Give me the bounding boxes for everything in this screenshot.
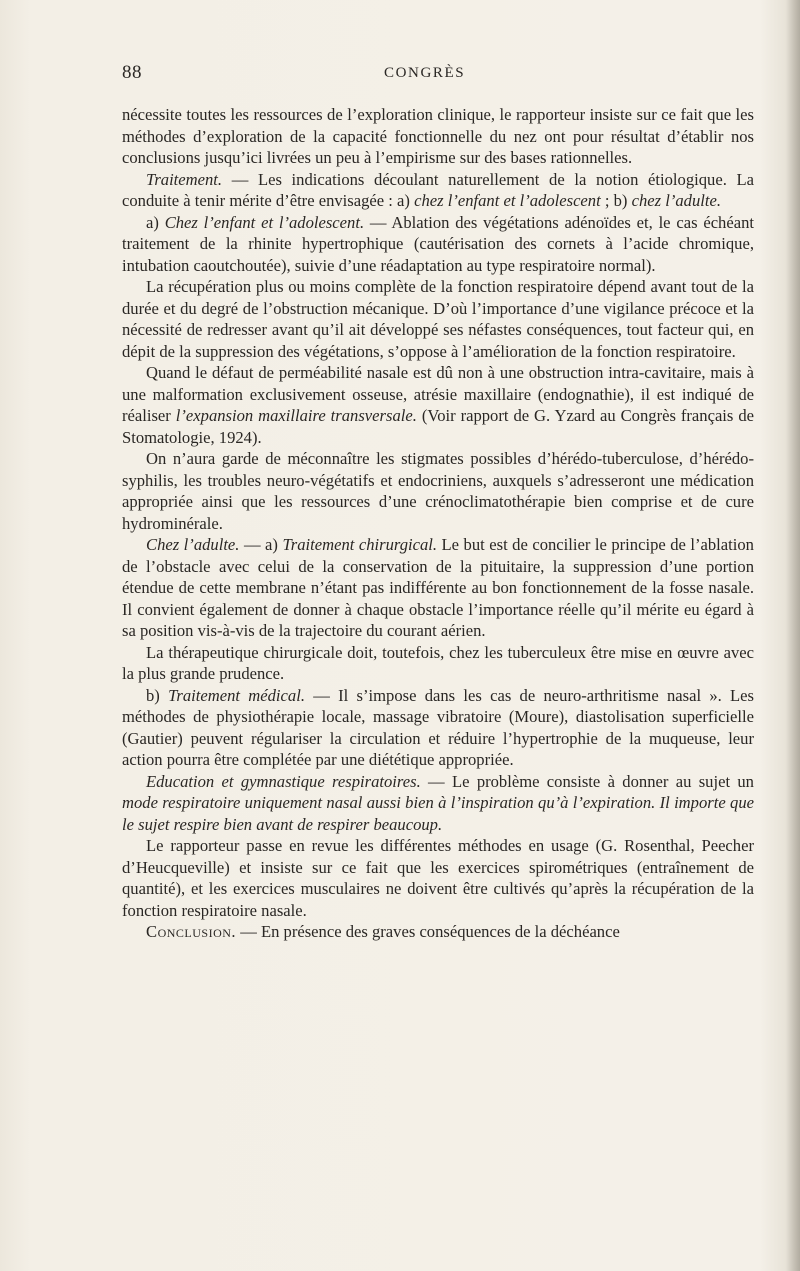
- page-edge-shadow: [786, 0, 800, 1271]
- paragraph-3: a) Chez l’enfant et l’adolescent. — Ablation des végétations adénoïdes et, le cas échéant traitement de la rhinite hypertrophique (cautérisation des cornets à l’acide chromique, intubation caoutchoutée), suivie d’une réadaptation au type respiratoire normal).: [122, 212, 754, 275]
- paragraph-12: Conclusion. — En présence des graves conséquences de la déchéance: [146, 922, 620, 941]
- paragraph-11: Le rapporteur passe en revue les différentes méthodes en usage (G. Rosenthal, Peecher d’Heucqueville) et insiste sur ce fait que les exercices spirométriques (entraînement de quantité), et les exercices musculaires ne doivent être cultivés qu’après la récupération de la fonction respiratoire nasale.: [122, 836, 754, 920]
- paragraph-7: Chez l’adulte. — a) Traitement chirurgical. Le but est de concilier le principe de l’ablation de l’obstacle avec celui de la conservation de la pituitaire, la suppression d’une portion étendue de cette membrane n’étant pas indifférente au bon fonctionnement de la fosse nasale. Il convient également de donner à chaque obstacle l’importance réelle qu’il mérite eu égard à sa position vis-à-vis de la trajectoire du courant aérien.: [122, 535, 754, 640]
- body-text: [122, 104, 754, 943]
- paragraph-1: nécessite toutes les ressources de l’exploration clinique, le rapporteur insiste sur ce fait que les méthodes d’exploration de la capacité fonctionnelle du nez ont pour résultat d’établir nos conclusions jusqu’ici livrées un peu à l’empirisme sur des bases rationnelles.: [122, 105, 754, 167]
- page-header: [122, 62, 752, 86]
- section-heading-traitement: Traitement.: [146, 169, 223, 189]
- section-heading-education: Education et gymnastique respiratoires.: [146, 771, 421, 791]
- page-number: 88: [122, 62, 142, 83]
- paragraph-2: Traitement. — Les indications découlant naturellement de la notion étiologique. La conduite à tenir mérite d’être envisagée : a) chez l’enfant et l’adolescent ; b) chez l’adulte.: [122, 169, 754, 210]
- subheading-adulte: Chez l’adulte.: [146, 535, 240, 554]
- paragraph-10: Education et gymnastique respiratoires. — Le problème consiste à donner au sujet un mode respiratoire uniquement nasal aussi bien à l’inspiration qu’à l’expiration. Il importe que le sujet respire bien avant de respirer beaucoup.: [122, 771, 754, 834]
- paragraph-6: On n’aura garde de méconnaître les stigmates possibles d’hérédo-tuberculose, d’hérédo-syphilis, les troubles neuro-végétatifs et endocriniens, auxquels s’adresseront une médication appropriée ainsi que les ressources d’une crénoclimatothérapie bien comprise et de cure hydrominérale.: [122, 449, 754, 533]
- running-head: CONGRÈS: [384, 65, 466, 81]
- paragraph-5: Quand le défaut de perméabilité nasale est dû non à une obstruction intra-cavitaire, mais à une malformation exclusivement osseuse, atrésie maxillaire (endognathie), il est indiqué de réaliser l’expansion maxillaire transversale. (Voir rapport de G. Yzard au Congrès français de Stomatologie, 1924).: [122, 363, 754, 447]
- paragraph-8: La thérapeutique chirurgicale doit, toutefois, chez les tuberculeux être mise en œuvre avec la plus grande prudence.: [122, 642, 754, 683]
- section-heading-conclusion: Conclusion.: [146, 922, 237, 941]
- subheading-enfant: Chez l’enfant et l’adolescent.: [164, 212, 365, 232]
- paragraph-9: b) Traitement médical. — Il s’impose dans les cas de neuro-arthritisme nasal ». Les méthodes de physiothérapie locale, massage vibratoire (Moure), diastolisation superficielle (Gautier) peuvent régulariser la circulation et réduire l’hypertrophie de la muqueuse, leur action pourra être complétée par une diététique appropriée.: [122, 685, 755, 769]
- paragraph-4: La récupération plus ou moins complète de la fonction respiratoire dépend avant tout de la durée et du degré de l’obstruction mécanique. D’où l’importance d’une vigilance précoce et la nécessité de redresser avant qu’il ait développé ses néfastes conséquences, tout facteur qui, en dépit de la suppression des végétations, s’oppose à l’amélioration de la fonction respiratoire.: [122, 277, 754, 361]
